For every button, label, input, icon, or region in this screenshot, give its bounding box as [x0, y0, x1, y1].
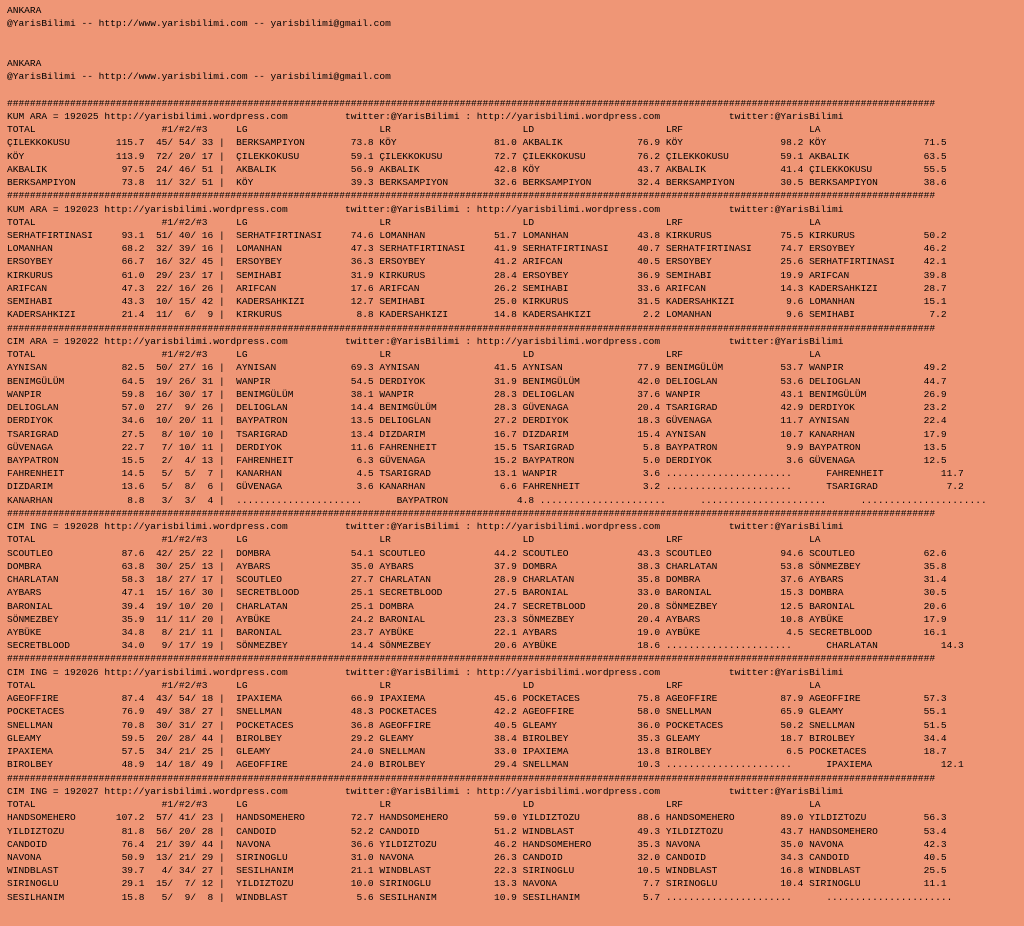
table-row: BERKSAMPIYON 73.8 11/ 32/ 51 | KÖY 39.3 BERKSAMPIYON 32.6 BERKSAMPIYON 32.4 BERKSAMPIYON 30.5 BERKSAMPIYON 38.6 [7, 177, 947, 189]
table-row: SECRETBLOOD 34.0 9/ 17/ 19 | SÖNMEZBEY 14.4 SÖNMEZBEY 20.6 AYBÜKE 18.6 ...................... CHARLATAN 14.3 [7, 640, 964, 652]
table-row: BENIMGÜLÜM 64.5 19/ 26/ 31 | WANPIR 54.5 DERDIYOK 31.9 BENIMGÜLÜM 42.0 DELIOGLAN 53.6 DELIOGLAN 44.7 [7, 375, 947, 387]
contact-line: @YarisBilimi -- http://www.yarisbilimi.com -- yarisbilimi@gmail.com [7, 18, 391, 30]
table-row: NAVONA 50.9 13/ 21/ 29 | SIRINOGLU 31.0 NAVONA 26.3 CANDOID 32.0 CANDOID 34.3 CANDOID 40.5 [7, 852, 947, 863]
table-row: KANARHAN 8.8 3/ 3/ 4 | ...................... BAYPATRON 4.8 ...................... ...................... ...................... [7, 494, 1016, 506]
table-row: YILDIZTOZU 81.8 56/ 20/ 28 | CANDOID 52.2 CANDOID 51.2 WINDBLAST 49.3 YILDIZTOZU 43.7 HANDSOMEHERO 53.4 [7, 825, 947, 837]
table-row: BARONIAL 39.4 19/ 10/ 20 | CHARLATAN 25.1 DOMBRA 24.7 SECRETBLOOD 20.8 SÖNMEZBEY 12.5 BARONIAL 20.6 [7, 600, 947, 612]
table-row: SEMIHABI 43.3 10/ 15/ 42 | KADERSAHKIZI 12.7 SEMIHABI 25.0 KIRKURUS 31.5 KADERSAHKIZI 9.6 LOMANHAN 15.1 [7, 296, 947, 308]
table-row: BAYPATRON 15.5 2/ 4/ 13 | FAHRENHEIT 6.3 GÜVENAGA 15.2 BAYPATRON 5.0 DERDIYOK 3.6 GÜVENAGA 12.5 [7, 454, 947, 466]
separator-line: ################################################################################################################################################################## [7, 97, 936, 109]
table-row: SIRINOGLU 29.1 15/ 7/ 12 | YILDIZTOZU 10.0 SIRINOGLU 13.3 NAVONA 7.7 SIRINOGLU 10.4 SIRINOGLU 11.1 [7, 878, 947, 890]
table-row: GÜVENAGA 22.7 7/ 10/ 11 | DERDIYOK 11.6 FAHRENHEIT 15.5 TSARIGRAD 5.8 BAYPATRON 9.9 BAYPATRON 13.5 [7, 441, 947, 453]
column-header: TOTAL #1/#2/#3 LG LR LD LRF LA [7, 799, 821, 811]
table-row: SNELLMAN 70.8 30/ 31/ 27 | POCKETACES 36.8 AGEOFFIRE 40.5 GLEAMY 36.0 POCKETACES 50.2 SNELLMAN 51.5 [7, 719, 947, 731]
section-title: KUM ARA = 192023 http://yarisbilimi.wordpress.com twitter:@YarisBilimi : http://yarisbilimi.wordpress.com twitter:@YarisBilimi [7, 203, 844, 215]
table-row: SESILHANIM 15.8 5/ 9/ 8 | WINDBLAST 5.6 SESILHANIM 10.9 SESILHANIM 5.7 ...................... ...................... [7, 891, 981, 903]
table-row: ERSOYBEY 66.7 16/ 32/ 45 | ERSOYBEY 36.3 ERSOYBEY 41.2 ARIFCAN 40.5 ERSOYBEY 25.6 SERHATFIRTINASI 42.1 [7, 256, 947, 268]
table-row: AGEOFFIRE 87.4 43/ 54/ 18 | IPAXIEMA 66.9 IPAXIEMA 45.6 POCKETACES 75.8 AGEOFFIRE 87.9 AGEOFFIRE 57.3 [7, 693, 947, 705]
city-line: ANKARA [7, 57, 42, 69]
blank-line [7, 44, 1024, 57]
table-row: AKBALIK 97.5 24/ 46/ 51 | AKBALIK 56.9 AKBALIK 42.8 KÖY 43.7 AKBALIK 41.4 ÇILEKKOKUSU 55.5 [7, 163, 947, 175]
section-title: CIM ING = 192027 http://yarisbilimi.wordpress.com twitter:@YarisBilimi : http://yarisbilimi.wordpress.com twitter:@YarisBilimi [7, 785, 844, 797]
table-row: BIROLBEY 48.9 14/ 18/ 49 | AGEOFFIRE 24.0 BIROLBEY 29.4 SNELLMAN 10.3 ...................... IPAXIEMA 12.1 [7, 759, 964, 771]
table-row: KÖY 113.9 72/ 20/ 17 | ÇILEKKOKUSU 59.1 ÇILEKKOKUSU 72.7 ÇILEKKOKUSU 76.2 ÇILEKKOKUSU 59.1 AKBALIK 63.5 [7, 150, 947, 162]
table-row: IPAXIEMA 57.5 34/ 21/ 25 | GLEAMY 24.0 SNELLMAN 33.0 IPAXIEMA 13.8 BIROLBEY 6.5 POCKETACES 18.7 [7, 746, 947, 758]
table-row: FAHRENHEIT 14.5 5/ 5/ 7 | KANARHAN 4.5 TSARIGRAD 13.1 WANPIR 3.6 ...................... FAHRENHEIT 11.7 [7, 468, 964, 480]
table-row: GLEAMY 59.5 20/ 28/ 44 | BIROLBEY 29.2 GLEAMY 38.4 BIROLBEY 35.3 GLEAMY 18.7 BIROLBEY 34.4 [7, 732, 947, 744]
separator-line: ################################################################################################################################################################## [7, 772, 936, 784]
city-line: ANKARA [7, 5, 42, 16]
table-row: HANDSOMEHERO 107.2 57/ 41/ 23 | HANDSOMEHERO 72.7 HANDSOMEHERO 59.0 YILDIZTOZU 88.6 HANDSOMEHERO 89.0 YILDIZTOZU 56.3 [7, 812, 947, 824]
table-row: DERDIYOK 34.6 10/ 20/ 11 | BAYPATRON 13.5 DELIOGLAN 27.2 DERDIYOK 18.3 GÜVENAGA 11.7 AYNISAN 22.4 [7, 415, 947, 427]
table-row: AYBÜKE 34.8 8/ 21/ 11 | BARONIAL 23.7 AYBÜKE 22.1 AYBARS 19.0 AYBÜKE 4.5 SECRETBLOOD 16.1 [7, 627, 947, 639]
table-row: SERHATFIRTINASI 93.1 51/ 40/ 16 | SERHATFIRTINASI 74.6 LOMANHAN 51.7 LOMANHAN 43.8 KIRKURUS 75.5 KIRKURUS 50.2 [7, 229, 947, 241]
table-row: TSARIGRAD 27.5 8/ 10/ 10 | TSARIGRAD 13.4 DIZDARIM 16.7 DIZDARIM 15.4 AYNISAN 10.7 KANARHAN 17.9 [7, 428, 947, 440]
contact-line: @YarisBilimi -- http://www.yarisbilimi.com -- yarisbilimi@gmail.com [7, 71, 391, 83]
section-title: CIM ING = 192028 http://yarisbilimi.wordpress.com twitter:@YarisBilimi : http://yarisbilimi.wordpress.com twitter:@YarisBilimi [7, 521, 844, 533]
blank-line [7, 30, 1024, 43]
table-row: SÖNMEZBEY 35.9 11/ 11/ 20 | AYBÜKE 24.2 BARONIAL 23.3 SÖNMEZBEY 20.4 AYBARS 10.8 AYBÜKE 17.9 [7, 613, 947, 625]
table-row: CANDOID 76.4 21/ 39/ 44 | NAVONA 36.6 YILDIZTOZU 46.2 HANDSOMEHERO 35.3 NAVONA 35.0 NAVONA 42.3 [7, 838, 947, 850]
race-sections [7, 97, 1024, 904]
table-row: ÇILEKKOKUSU 115.7 45/ 54/ 33 | BERKSAMPIYON 73.8 KÖY 81.0 AKBALIK 76.9 KÖY 98.2 KÖY 71.5 [7, 137, 947, 149]
separator-line: ################################################################################################################################################################## [7, 190, 936, 202]
table-row: WINDBLAST 39.7 4/ 34/ 27 | SESILHANIM 21.1 WINDBLAST 22.3 SIRINOGLU 10.5 WINDBLAST 16.8 WINDBLAST 25.5 [7, 865, 947, 877]
section-title: KUM ARA = 192025 http://yarisbilimi.wordpress.com twitter:@YarisBilimi : http://yarisbilimi.wordpress.com twitter:@YarisBilimi [7, 110, 844, 122]
table-row: LOMANHAN 68.2 32/ 39/ 16 | LOMANHAN 47.3 SERHATFIRTINASI 41.9 SERHATFIRTINASI 40.7 SERHATFIRTINASI 74.7 ERSOYBEY 46.2 [7, 243, 947, 255]
separator-line: ################################################################################################################################################################## [7, 653, 936, 665]
separator-line: ################################################################################################################################################################## [7, 507, 936, 519]
table-row: DIZDARIM 13.6 5/ 8/ 6 | GÜVENAGA 3.6 KANARHAN 6.6 FAHRENHEIT 3.2 ...................... TSARIGRAD 7.2 [7, 481, 964, 493]
separator-line: ################################################################################################################################################################## [7, 322, 936, 334]
section-title: CIM ING = 192026 http://yarisbilimi.wordpress.com twitter:@YarisBilimi : http://yarisbilimi.wordpress.com twitter:@YarisBilimi [7, 666, 844, 678]
table-row: ARIFCAN 47.3 22/ 16/ 26 | ARIFCAN 17.6 ARIFCAN 26.2 SEMIHABI 33.6 ARIFCAN 14.3 KADERSAHKIZI 28.7 [7, 282, 947, 294]
table-row: DOMBRA 63.8 30/ 25/ 13 | AYBARS 35.0 AYBARS 37.9 DOMBRA 38.3 CHARLATAN 53.8 SÖNMEZBEY 35.8 [7, 560, 947, 572]
column-header: TOTAL #1/#2/#3 LG LR LD LRF LA [7, 349, 821, 361]
blank-line [7, 83, 1024, 96]
table-row: KADERSAHKIZI 21.4 11/ 6/ 9 | KIRKURUS 8.8 KADERSAHKIZI 14.8 KADERSAHKIZI 2.2 LOMANHAN 9.6 SEMIHABI 7.2 [7, 309, 947, 321]
table-row: SCOUTLEO 87.6 42/ 25/ 22 | DOMBRA 54.1 SCOUTLEO 44.2 SCOUTLEO 43.3 SCOUTLEO 94.6 SCOUTLEO 62.6 [7, 547, 947, 559]
table-row: KIRKURUS 61.0 29/ 23/ 17 | SEMIHABI 31.9 KIRKURUS 28.4 ERSOYBEY 36.9 SEMIHABI 19.9 ARIFCAN 39.8 [7, 269, 947, 281]
table-row: DELIOGLAN 57.0 27/ 9/ 26 | DELIOGLAN 14.4 BENIMGÜLÜM 28.3 GÜVENAGA 20.4 TSARIGRAD 42.9 DERDIYOK 23.2 [7, 402, 947, 414]
column-header: TOTAL #1/#2/#3 LG LR LD LRF LA [7, 124, 821, 136]
column-header: TOTAL #1/#2/#3 LG LR LD LRF LA [7, 679, 821, 691]
table-row: AYNISAN 82.5 50/ 27/ 16 | AYNISAN 69.3 AYNISAN 41.5 AYNISAN 77.9 BENIMGÜLÜM 53.7 WANPIR 49.2 [7, 362, 947, 374]
table-row: AYBARS 47.1 15/ 16/ 30 | SECRETBLOOD 25.1 SECRETBLOOD 27.5 BARONIAL 33.0 BARONIAL 15.3 DOMBRA 30.5 [7, 587, 947, 599]
column-header: TOTAL #1/#2/#3 LG LR LD LRF LA [7, 216, 821, 228]
table-row: WANPIR 59.8 16/ 30/ 17 | BENIMGÜLÜM 38.1 WANPIR 28.3 DELIOGLAN 37.6 WANPIR 43.1 BENIMGÜLÜM 26.9 [7, 388, 947, 400]
column-header: TOTAL #1/#2/#3 LG LR LD LRF LA [7, 534, 821, 546]
section-title: CIM ARA = 192022 http://yarisbilimi.wordpress.com twitter:@YarisBilimi : http://yarisbilimi.wordpress.com twitter:@YarisBilimi [7, 335, 844, 347]
table-row: CHARLATAN 58.3 18/ 27/ 17 | SCOUTLEO 27.7 CHARLATAN 28.9 CHARLATAN 35.8 DOMBRA 37.6 AYBARS 31.4 [7, 574, 947, 586]
table-row: POCKETACES 76.9 49/ 38/ 27 | SNELLMAN 48.3 POCKETACES 42.2 AGEOFFIRE 58.0 SNELLMAN 65.9 GLEAMY 55.1 [7, 706, 947, 718]
